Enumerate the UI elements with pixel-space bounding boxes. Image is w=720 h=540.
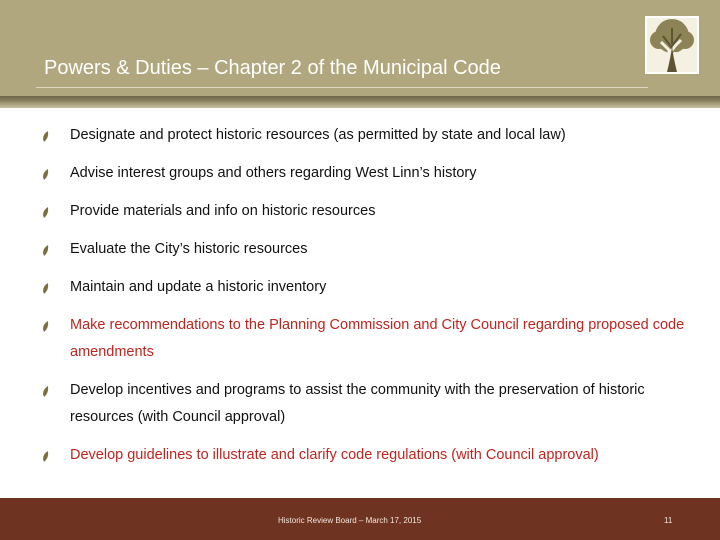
bullet-item xyxy=(36,312,696,366)
bullet-text: Develop incentives and programs to assist the community with the preservation of historic resources (with Council approval) xyxy=(70,382,645,425)
leaf-bullet-icon xyxy=(42,321,50,332)
footer-caption: Historic Review Board – March 17, 2015 xyxy=(278,516,422,525)
bullet-text: Maintain and update a historic inventory xyxy=(70,279,327,295)
title-underline xyxy=(36,87,648,88)
header-divider xyxy=(0,96,720,108)
bullet-item xyxy=(36,160,696,187)
bullet-item xyxy=(36,122,696,149)
leaf-bullet-icon xyxy=(42,245,50,256)
page-number: 11 xyxy=(664,516,673,525)
bullet-text: Designate and protect historic resources (as permitted by state and local law) xyxy=(70,127,566,143)
tree-logo-icon xyxy=(645,16,699,74)
bullet-item xyxy=(36,442,696,469)
bullet-item xyxy=(36,274,696,301)
leaf-bullet-icon xyxy=(42,169,50,180)
bullet-text: Evaluate the City’s historic resources xyxy=(70,241,308,257)
leaf-bullet-icon xyxy=(42,283,50,294)
leaf-bullet-icon xyxy=(42,386,50,397)
bullet-item xyxy=(36,377,696,431)
bullet-list xyxy=(36,122,696,480)
bullet-text: Provide materials and info on historic resources xyxy=(70,203,376,219)
leaf-bullet-icon xyxy=(42,451,50,462)
slide-footer xyxy=(0,498,720,540)
slide-header xyxy=(0,0,720,96)
slide-title: Powers & Duties – Chapter 2 of the Municipal Code xyxy=(44,57,501,79)
bullet-text: Develop guidelines to illustrate and clarify code regulations (with Council approval) xyxy=(70,447,599,463)
leaf-bullet-icon xyxy=(42,131,50,142)
bullet-text: Make recommendations to the Planning Commission and City Council regarding proposed code amendments xyxy=(70,317,685,360)
bullet-item xyxy=(36,236,696,263)
bullet-item xyxy=(36,198,696,225)
bullet-text: Advise interest groups and others regarding West Linn’s history xyxy=(70,165,477,181)
leaf-bullet-icon xyxy=(42,207,50,218)
